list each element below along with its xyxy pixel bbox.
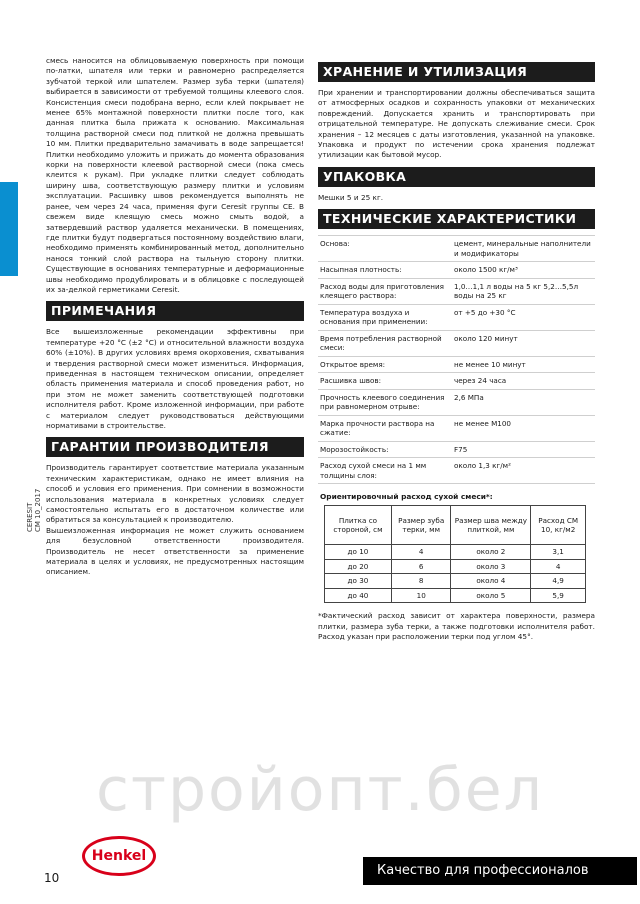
storage-text: При хранении и транспортировании должны обеспечиваться защита от атмосферных осадков и сохранность упаковки от механических повреждений. Допускается хранить и транспортировать при отрицательной температуре. Не допускать слеживание смеси. Срок хранения – 12 месяцев с даты изготовления, указанной на упаковке. Упаковка и продукт по истечении срока хранения подлежат утилизации как бытовой мусор.	[318, 88, 595, 160]
consumption-row	[325, 559, 586, 574]
notes-text: Все вышеизложенные рекомендации эффективны при температуре +20 °C (±2 °C) и относительной влажности воздуха 60% (±10%). В других условиях время окорховения, схватывания и твердения растворной смеси может измениться. Информация, приведенная в настоящем техническом описании, определяет область применения материала и способ проведения работ, но при этом не может заменить соответствующей подготовки исполнителя работ. Кроме изложенной информации, при работе с материалом следует руководствоваться действующими нормативами в строительстве.	[46, 327, 304, 430]
tech-key: Время потребления растворной смеси:	[318, 330, 452, 356]
footnote: *Фактический расход зависит от характера поверхности, размера плитки, размера зуба терки, а также подготовки исполнителя работ. Расход указан при расположении терки под углом 45°.	[318, 611, 595, 642]
notes-heading: ПРИМЕЧАНИЯ	[46, 301, 304, 321]
consumption-cell: около 5	[451, 588, 531, 603]
consumption-row	[325, 588, 586, 603]
tech-row	[318, 304, 595, 330]
tech-key: Расход сухой смеси на 1 мм толщины слоя:	[318, 458, 452, 484]
consumption-table	[324, 505, 586, 603]
tech-value: около 1500 кг/м³	[452, 262, 595, 279]
tech-row	[318, 356, 595, 373]
tech-key: Расшивка швов:	[318, 373, 452, 390]
tech-value: не менее 10 минут	[452, 356, 595, 373]
tech-row	[318, 330, 595, 356]
consumption-cell: 4	[531, 559, 586, 574]
tech-row	[318, 278, 595, 304]
consumption-cell: 8	[391, 574, 451, 589]
tech-row	[318, 262, 595, 279]
tech-value: цемент, минеральные наполнители и модификаторы	[452, 236, 595, 262]
consumption-cell: 6	[391, 559, 451, 574]
tech-value: от +5 до +30 °C	[452, 304, 595, 330]
tech-heading: ТЕХНИЧЕСКИЕ ХАРАКТЕРИСТИКИ	[318, 209, 595, 229]
warranty-text-2: Вышеизложенная информация не может служить основанием для безусловной ответственности производителя. Производитель не несет ответственности за применение материала в целях и условиях, не предусмотренных настоящим описанием.	[46, 525, 304, 577]
consumption-row	[325, 545, 586, 560]
tech-row	[318, 373, 595, 390]
consumption-row	[325, 574, 586, 589]
consumption-cell: до 20	[325, 559, 392, 574]
consumption-cell: около 4	[451, 574, 531, 589]
warranty-text-1: Производитель гарантирует соответствие материала указанным техническим характеристикам, однако не имеет влияния на способ и условия его применения. При сомнении в возможности использования материала в конкретных условиях следует самостоятельно испытать его в достаточном количестве или обратиться за консультацией к производителю.	[46, 463, 304, 525]
consumption-cell: до 10	[325, 545, 392, 560]
tech-row	[318, 236, 595, 262]
consumption-cell: до 30	[325, 574, 392, 589]
tech-key: Основа:	[318, 236, 452, 262]
consumption-cell: 4	[391, 545, 451, 560]
warranty-heading: ГАРАНТИИ ПРОИЗВОДИТЕЛЯ	[46, 437, 304, 457]
tech-value: около 120 минут	[452, 330, 595, 356]
watermark: стройопт.бел	[96, 755, 544, 825]
storage-heading: ХРАНЕНИЕ И УТИЛИЗАЦИЯ	[318, 62, 595, 82]
tech-key: Температура воздуха и основания при применении:	[318, 304, 452, 330]
tech-value: F75	[452, 441, 595, 458]
consumption-cell: 10	[391, 588, 451, 603]
consumption-cell: до 40	[325, 588, 392, 603]
consumption-title: Ориентировочный расход сухой смеси*:	[320, 492, 493, 502]
page-number: 10	[44, 871, 60, 885]
side-code: CM 10_2017	[34, 488, 42, 532]
tech-row	[318, 415, 595, 441]
consumption-cell: 4,9	[531, 574, 586, 589]
tech-key: Открытое время:	[318, 356, 452, 373]
consumption-header: Расход СМ 10, кг/м2	[531, 506, 586, 545]
tech-key: Прочность клеевого соединения при равномерном отрыве:	[318, 389, 452, 415]
tech-value: 1,0…1,1 л воды на 5 кг 5,2…5,5л воды на 25 кг	[452, 278, 595, 304]
logo-text: Henkel	[91, 848, 147, 864]
consumption-header: Плитка со стороной, см	[325, 506, 392, 545]
tech-key: Марка прочности раствора на сжатие:	[318, 415, 452, 441]
tech-value: не менее М100	[452, 415, 595, 441]
packaging-text: Мешки 5 и 25 кг.	[318, 192, 384, 202]
consumption-cell: 3,1	[531, 545, 586, 560]
henkel-logo	[82, 836, 156, 876]
right-column	[318, 62, 595, 642]
tech-key: Насыпная плотность:	[318, 262, 452, 279]
side-brand: CERESIT	[26, 502, 34, 532]
tech-key: Морозостойкость:	[318, 441, 452, 458]
slogan-banner: Качество для профессионалов	[363, 857, 637, 885]
consumption-header: Размер шва между плиткой, мм	[451, 506, 531, 545]
tech-value: около 1,3 кг/м²	[452, 458, 595, 484]
consumption-cell: 5,9	[531, 588, 586, 603]
tech-row	[318, 458, 595, 484]
tech-table	[318, 235, 595, 484]
tech-row	[318, 441, 595, 458]
consumption-cell: около 2	[451, 545, 531, 560]
application-text: смесь наносится на облицовываемую поверхность при помощи по-латки, шпателя или терки и равномерно распределяется зубчатой теркой или шпателем. Размер зуба терки (шпателя) выбирается в зависимости от требуемой толщины клеевого слоя. Консистенция смеси подобрана верно, если клей покрывает не менее 65% монтажной поверхности плитки после того, как данная плитка была прижата к основанию. Максимальная толщина растворной смеси под плиткой не должна превышать 10 мм. Плитки предварительно замачивать в воде запрещается! Плитки необходимо уложить и прижать до момента образования корки на поверхности клеевой растворной смеси (пока смесь клеится к рукам). При укладке плитки следует соблюдать ширину шва, соответствующую размеру плитки и условиям эксплуатации. Расшивку швов рекомендуется выполнять не ранее, чем через 24 часа, применяя фуги Ceresit группы CE. В свежем виде клеящую смесь можно смыть водой, а затвердевший раствор удаляется механически. В помещениях, где плитки будут подвергаться постоянному воздействию влаги, необходимо применять комбинированный метод, дополнительно нанося тонкий слой раствора на тыльную сторону плитки. Существующие в основаниях температурные и деформационные швы необходимо продублировать и в облицовке с последующей их за-делкой герметиками Ceresit.	[46, 56, 304, 294]
side-accent-bar	[0, 182, 18, 276]
tech-row	[318, 389, 595, 415]
tech-value: через 24 часа	[452, 373, 595, 390]
left-column	[46, 56, 304, 578]
consumption-header: Размер зуба терки, мм	[391, 506, 451, 545]
consumption-cell: около 3	[451, 559, 531, 574]
tech-value: 2,6 МПа	[452, 389, 595, 415]
side-product-label	[26, 489, 42, 532]
tech-key: Расход воды для приготовления клеящего раствора:	[318, 278, 452, 304]
packaging-heading: УПАКОВКА	[318, 167, 595, 187]
